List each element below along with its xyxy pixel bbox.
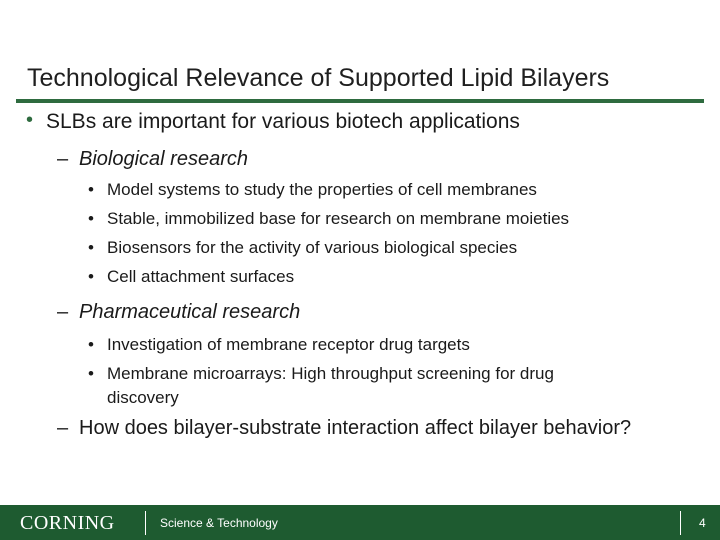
- list-item: [88, 335, 470, 355]
- bullet-marker: •: [88, 364, 94, 383]
- list-item-text: Stable, immobilized base for research on membrane moieties: [107, 209, 570, 228]
- list-item-text: Cell attachment surfaces: [107, 267, 295, 286]
- bullet-marker: •: [88, 180, 94, 199]
- list-item: [88, 180, 537, 200]
- page-number: 4: [699, 516, 706, 530]
- dash-marker: –: [57, 148, 69, 170]
- bio-heading: [57, 148, 248, 171]
- question-text: How does bilayer-substrate interaction affect bilayer behavior?: [79, 417, 632, 439]
- list-item: [88, 267, 294, 287]
- list-item-text: Investigation of membrane receptor drug targets: [107, 335, 470, 354]
- dash-marker: –: [57, 301, 69, 323]
- footer-label: Science & Technology: [160, 516, 278, 530]
- pharma-heading: [57, 301, 300, 324]
- bullet-marker: •: [88, 238, 94, 257]
- footer-bar: [0, 505, 720, 540]
- footer-divider: [680, 511, 681, 535]
- bullet-marker: •: [26, 109, 34, 131]
- bullet-marker: •: [88, 335, 94, 354]
- dash-marker: –: [57, 417, 69, 439]
- list-item: [88, 238, 517, 258]
- list-item-text: Biosensors for the activity of various biological species: [107, 238, 518, 257]
- main-bullet-text: SLBs are important for various biotech applications: [46, 110, 520, 133]
- list-item-text: Model systems to study the properties of cell membranes: [107, 180, 537, 199]
- list-item-text: Membrane microarrays: High throughput screening for drug: [107, 364, 554, 383]
- corning-logo: CORNING: [20, 512, 115, 534]
- slide-title: Technological Relevance of Supported Lipid Bilayers: [27, 64, 610, 92]
- footer-divider: [145, 511, 146, 535]
- main-bullet: [26, 110, 520, 134]
- pharma-heading-text: Pharmaceutical research: [79, 301, 301, 323]
- list-item-continuation: discovery: [107, 388, 179, 407]
- bio-heading-text: Biological research: [79, 148, 248, 170]
- bullet-marker: •: [88, 267, 94, 286]
- bullet-marker: •: [88, 209, 94, 228]
- title-underline: [16, 99, 704, 103]
- list-item: [88, 209, 569, 229]
- question: [57, 417, 631, 440]
- list-item: [88, 364, 554, 384]
